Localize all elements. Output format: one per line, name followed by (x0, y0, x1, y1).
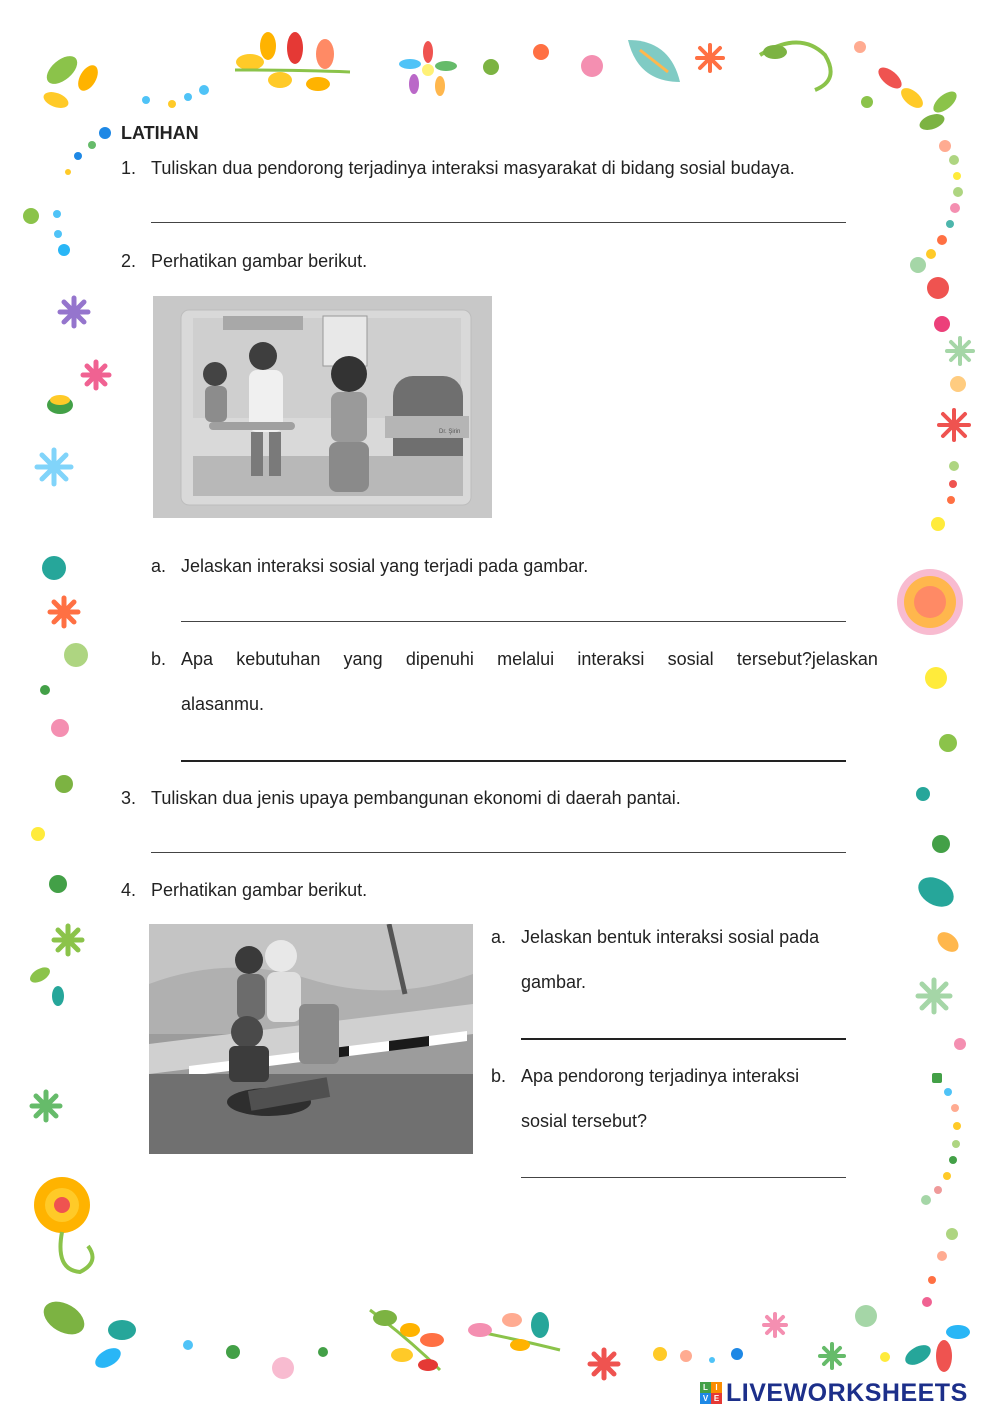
question-2-text: Perhatikan gambar berikut. (151, 251, 368, 271)
question-3-number: 3. (121, 788, 137, 808)
question-2b-text-continued: alasanmu. (181, 694, 265, 714)
answer-line-q1[interactable] (151, 222, 846, 223)
answer-line-q4a[interactable] (521, 1038, 846, 1040)
question-3-text: Tuliskan dua jenis upaya pembangunan ekonomi di daerah pantai. (151, 788, 681, 808)
answer-line-q4b[interactable] (521, 1177, 846, 1178)
question-2a-text: Jelaskan interaksi sosial yang terjadi pada gambar. (181, 556, 589, 576)
question-4a-letter: a. (491, 927, 507, 947)
question-4b-letter: b. (491, 1066, 507, 1086)
question-4b-text: Apa pendorong terjadinya interaksi (521, 1066, 800, 1086)
question-4a-text-continued: gambar. (521, 972, 587, 992)
question-1-number: 1. (121, 158, 137, 178)
leaf-icon (875, 64, 960, 133)
answer-line-q3[interactable] (151, 852, 846, 853)
word: dipenuhi (405, 649, 474, 669)
word: yang (343, 649, 383, 669)
helping-photo (149, 924, 473, 1154)
question-2b-text (181, 648, 878, 670)
question-2a-letter: a. (151, 556, 167, 576)
word: kebutuhan (236, 649, 321, 669)
clinic-sign-text: Dr. Şirin (439, 429, 461, 435)
answer-line-q2b[interactable] (181, 760, 846, 762)
sunflower-icon (34, 1177, 93, 1272)
question-2b-letter: b. (151, 649, 167, 669)
word: interaksi (577, 649, 645, 669)
word: sosial (667, 649, 714, 669)
liveworksheets-logo-icon: L I V E (700, 1382, 722, 1404)
question-2-number: 2. (121, 251, 137, 271)
question-4-text: Perhatikan gambar berikut. (151, 880, 368, 900)
question-4a-text: Jelaskan bentuk interaksi sosial pada (521, 927, 820, 947)
question-4-number: 4. (121, 880, 137, 900)
question-1-text: Tuliskan dua pendorong terjadinya interaksi masyarakat di bidang sosial budaya. (151, 158, 795, 178)
flower-icon (468, 1312, 560, 1351)
question-4b-text-continued: sosial tersebut? (521, 1111, 648, 1131)
asterisk-flower-icon (83, 362, 109, 388)
leaf-icon (41, 51, 102, 111)
brand-name: LIVEWORKSHEETS (726, 1378, 968, 1407)
snowflake-icon (37, 450, 71, 484)
liveworksheets-brand[interactable] (700, 1378, 968, 1408)
word: tersebut?jelaskan (736, 649, 878, 669)
answer-line-q2a[interactable] (181, 621, 846, 622)
asterisk-flower-icon (60, 298, 88, 326)
word: melalui (497, 649, 555, 669)
flower-icon (370, 1310, 444, 1371)
asterisk-flower-icon (697, 45, 723, 71)
sun-flower-icon (897, 569, 963, 635)
clinic-photo (153, 296, 492, 518)
flower-icon (399, 41, 457, 96)
word: Apa (181, 649, 214, 669)
flower-icon (235, 32, 350, 91)
worksheet-title: LATIHAN (121, 123, 199, 143)
